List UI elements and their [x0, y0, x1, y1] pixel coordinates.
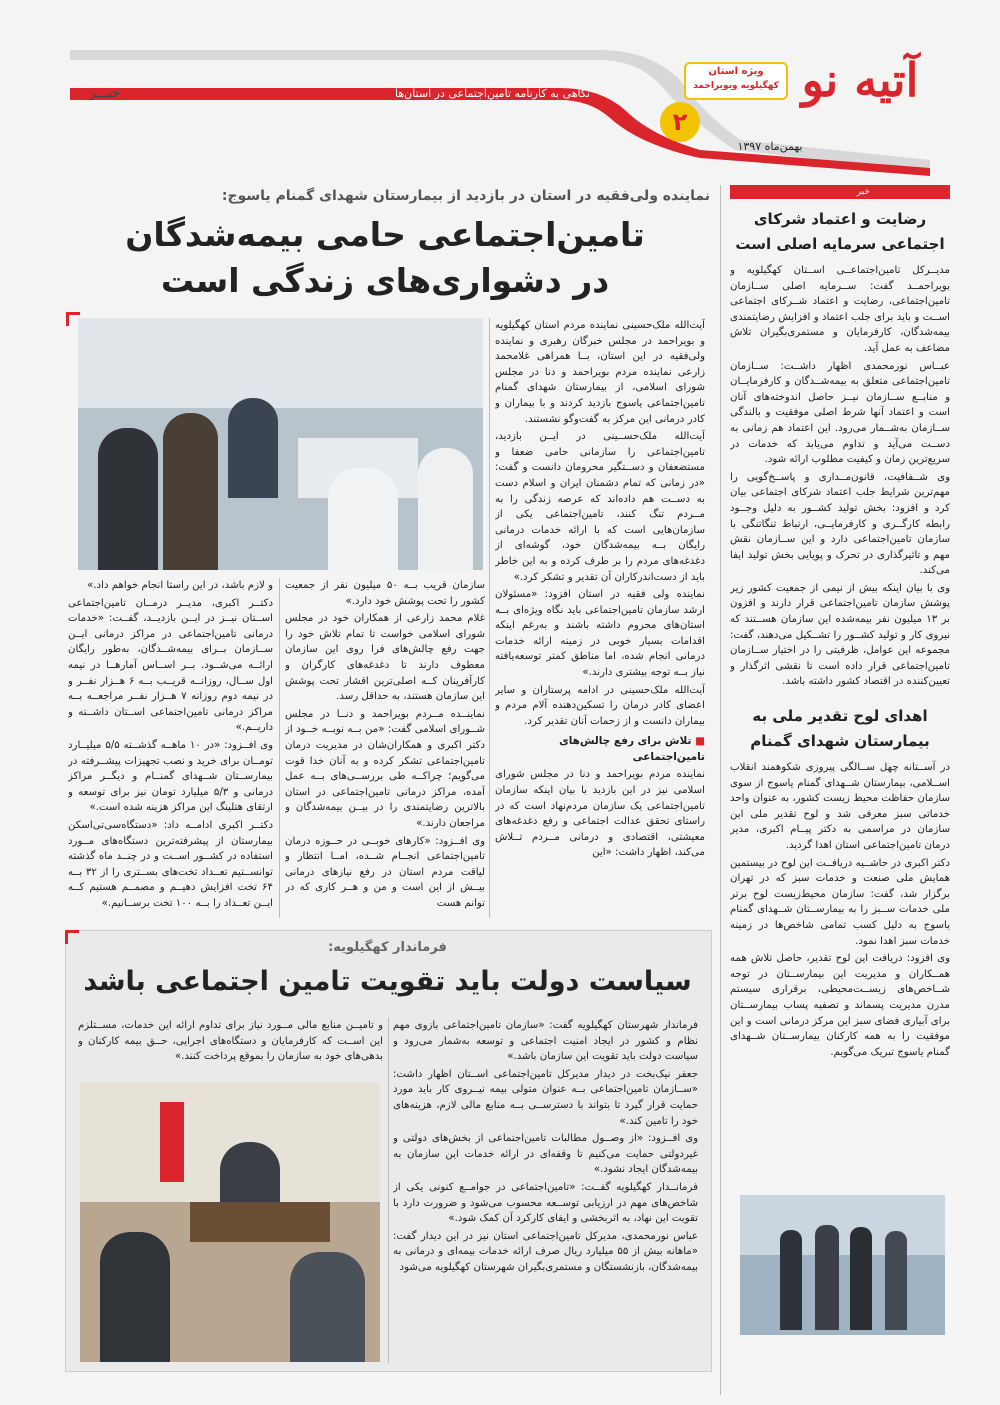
gov-cr-p1: فرماندار شهرستان کهگیلویه گفت: «سازمان تامین‌اجتماعی بازوی مهم نظام و کشور در ایجاد امنیت اجتماعی و توسعه به‌شمار می‌رود و سیاست دولت باید تقویت این سازمان باشد.»	[393, 1020, 698, 1063]
sidebar-divider	[720, 185, 721, 1395]
main-headline-1: تامین‌اجتماعی حامی بیمه‌شدگان	[125, 215, 645, 254]
gov-cl-p1: و تامیــن منابع مالی مــورد نیاز برای تداوم ارائه این خدمات، مســتلزم این اســت که کارفرمایان و دستگاه‌های اجرایی، حــق بیمه کارکنان و بدهی‌های خود به سازمان را بموقع پرداخت کنند.»	[78, 1020, 383, 1063]
hospital-visit-photo	[78, 318, 483, 570]
sidebar-a1-p3: وی شــفافیت، قانون‌مــداری و پاســخ‌گویی را مهم‌ترین شرایط جلب اعتماد شرکای اجتماعی بیان کرد و افزود: بخش تولید کشــور به دلیل وجــود رابطه کارگــری و کارفرمایــی، ارتباط تنگاتنگی با سازمان تامین‌اجتماعی دارد و این ســازمان نقش مهم و تاثیرگذاری در تحرک و پویایی بخش تولید ایفا می‌کند.	[730, 471, 950, 577]
main-col-right	[495, 318, 705, 918]
gov-cr-p2: جعفر نیک‌بخت در دیدار مدیرکل تامین‌اجتماعی اســتان اظهار داشت: «ســازمان تامین‌اجتماعی بــه عنوان متولی بیمه نیــروی کار باید مورد حمایت قرار گیرد تا بتواند با دسترســی بــه منابع مالی لازم، هزینه‌های خود را تامین کند.»	[393, 1068, 698, 1127]
issue-date: بهمن‌ماه ۱۳۹۷	[737, 140, 803, 153]
main-cr-p2: آیت‌الله ملک‌حســینی در ایــن بازدید، تامین‌اجتماعی را سازمانی حامی ضعفا و مستضعفان و دســتگیر محرومان دانست و گفت: «در زمانی که تمام دشمنان ایران و اسلام دست به دســت هم داده‌اند که عرصه زندگی را به مــردم تنگ کنند، تامین‌اجتماعی یکی از سازمان‌هایی است که با ارائه خدمات درمانی رایگان بــه بیمه‌شدگان خود، گوشه‌ای از دغدغه‌های مردم را بر طرف کرده و به این خاطر باید از دست‌اندرکاران آن تقدیر و تشکر کرد.»	[495, 431, 705, 583]
photo-frame-accent-v	[66, 312, 69, 326]
strip-text: نگاهی به کارنامه تامین‌اجتماعی در استان‌ها	[394, 87, 590, 100]
subhead-bullet: ■	[691, 735, 705, 748]
main-cm-p3: نماینــده مــردم بویراحمد و دنــا در مجلس شــورای اسلامی گفت: «من بــه نوبــه خــود از دکتر اکبری و همکاران‌شان در مدیریت درمان تامین‌اجتماعی تشکر کرده و به آنان خدا قوت می‌گویم؛ چراکــه طی بررســی‌های بــه عمل آمده، مراکز درمانی تامین‌اجتماعی در استان بالاترین رضایتمندی را در بیــن بیمه‌شدگان و مراجعان دارند.»	[285, 708, 485, 829]
sidebar-tag: خبر	[856, 187, 870, 197]
meeting-photo	[80, 1082, 380, 1362]
sidebar-article2-title: اهدای لوح تقدیر ملی به بیمارستان شهدای گمنام	[750, 707, 930, 751]
main-subhead	[495, 733, 705, 765]
sidebar-a2-p3: وی افزود: دریافت این لوح تقدیر، حاصل تلاش همه همــکاران و مدیریت این بیمارســتان در توجه شــاخص‌های زیســت‌محیطی، برقراری سیستم مدرن مدیریت پسماند و تصفیه پساب بیمارســتان برای آبیاری فضای سبز این مرکز درمانی است و این موفقیت را به همه کارکنان بیمارســتان شــهدای گمنام یاسوج تبریک می‌گویم.	[730, 953, 950, 1058]
main-cr-p1: آیت‌الله ملک‌حسینی نماینده مردم استان کهگیلویه و بویراحمد در مجلس خبرگان رهبری و نماینده ولی‌فقیه در این استان، بــا همراهی غلامحمد زارعی نماینده مردم بویراحمد و دنا در مجلس شورای اسلامی، از بیمارستان شهدای گمنام تامین‌اجتماعی یاسوج بازدید کردند و با بیماران و کادر درمانی این مرکز به گفت‌وگو نشستند.	[495, 320, 705, 425]
governor-col-right	[393, 1018, 698, 1366]
sidebar-a1-p1: مدیــرکل تامین‌اجتماعــی اســتان کهگیلویه و بویراحمــد گفت: ســرمایه اصلی ســازمان تامین‌اجتماعی، رضایت و اعتماد شــرکای اجتماعی اســت و باید برای جلب اعتماد و افزایش رضایتمندی بیمه‌شدگان، کارفرمایان و مستمری‌بگیران تلاش مضاعف به عمل آید.	[730, 265, 950, 354]
main-headline-2: در دشواری‌های زندگی است	[160, 261, 610, 300]
special-line-1: ویژه استان	[708, 66, 764, 77]
main-col-middle	[285, 578, 485, 918]
special-edition-badge	[684, 62, 788, 100]
sidebar-article1-body	[730, 263, 950, 690]
main-cl-p2: دکتــر اکبری، مدیــر درمــان تامین‌اجتماعی اســتان نیــز در ایــن بازدیــد، گفــت: «خدمات درمانی تامین‌اجتماعی در مراکز درمانی ایــن ســازمان بــرای بیمه‌شــدگان، به‌طور رایگان ارائــه می‌شــود. بــر اســاس آمارهــا در نیمه اول ســال، روزانــه قریــب بــه ۶ هــزار نفــر و در نیمه دوم روزانه ۷ هــزار نفــر مراجعــه بــه مراکز درمانی تامین‌اجتماعی اســتان داشــته و داریــم.»	[68, 597, 273, 734]
main-cl-p3: وی افــزود: «در ۱۰ ماهــه گذشــته ۵/۵ میلیــارد تومــان برای خرید و نصب تجهیزات پیشــرفته در بیمارســتان شــهدای گمنــام و دیگــر مراکز درمانی و ۵/۳ میلیارد تومان نیز برای توسعه و ارتقای هتلینگ این مراکز هزینه شده است.»	[68, 739, 273, 814]
main-kicker: نماینده ولی‌فقیه در استان در بازدید از بیمارستان شهدای گمنام یاسوج:	[221, 188, 710, 204]
governor-headline: سیاست دولت باید تقویت تامین اجتماعی باشد	[83, 966, 692, 997]
gov-cr-p5: عباس نورمحمدی، مدیرکل تامین‌اجتماعی استان نیز در این دیدار گفت: «ماهانه بیش از ۵۵ میلیارد ریال صرف ارائه خدمات بیمه‌ای و درمانی به بیمه‌شدگان، بازنشستگان و مستمری‌بگیران شهرستان کهگیلویه می‌شود	[393, 1230, 698, 1273]
section-label: خبـــر	[89, 86, 120, 101]
main-cr-p4: آیت‌الله ملک‌حسینی در ادامه پرستاران و سایر اعضای کادر درمان را تسکین‌دهنده آلام مردم و بیماران دانست و از زحمات آنان تقدیر کرد.	[495, 684, 705, 727]
page-number: ۲	[660, 102, 700, 142]
governor-kicker: فرماندار کهگیلویه:	[328, 940, 447, 955]
masthead	[0, 0, 1000, 180]
gov-cr-p4: فرمانــدار کهگیلویه گفــت: «تامین‌اجتماعی در جوامــع کنونی یکی از شاخص‌های مهم در ارزیابی توســعه محسوب می‌شود و ضرورت دارد با تقویت این نهاد، به اثربخشی و ایفای کارکرد آن کمک شود.»	[393, 1181, 698, 1225]
sidebar-a1-p2: عبــاس نورمحمدی اظهار داشــت: ســازمان تامین‌اجتماعی متعلق به بیمه‌شــدگان و کارفرمایــان و منابــع ســازمان نیــز حاصل اندوخته‌های آنان است و اعتماد آنها شرط اصلی موفقیت و بالندگی ســازمان به‌شــمار می‌رود. این اعتماد هم زمانی به دســت می‌آید و تداوم می‌یابد که خدمات در سریع‌ترین زمان و کیفیت مطلوب ارائه شود.	[730, 360, 950, 466]
sidebar-a1-p4: وی با بیان اینکه بیش از نیمی از جمعیت کشور زیر پوشش سازمان تامین‌اجتماعی قرار دارند و افزون بر ۱۳ میلیون نفر بیمه‌شده این سازمان هســتند که نیروی کار و تولید کشــور را تشــکیل می‌دهند، گفت: مجموعه این عوامل، ظرفیتی را در اختیار ســازمان تامین‌اجتماعی قرار داده است تا نقشی اثرگذار و تعیین‌کننده در اقتصاد کشور داشته باشد.	[730, 582, 950, 688]
main-cm-p4: وی افــزود: «کارهای خوبــی در حــوزه درمان تامین‌اجتماعی انجــام شــده، امــا انتظار و لیاقت مردم استان در رفع نیازهای درمانی بیــش از این است و من و هــر کاری که در توانم هست	[285, 835, 485, 909]
governor-col-left	[78, 1018, 383, 1078]
main-col-divider-2	[279, 578, 280, 918]
main-cl-p1: و لازم باشد، در این راستا انجام خواهم داد.»	[87, 580, 273, 591]
sidebar-article1-title: رضایت و اعتماد شرکای اجتماعی سرمایه اصلی است	[735, 210, 945, 253]
main-col-left	[68, 578, 273, 918]
gov-cr-p3: وی افــزود: «از وصــول مطالبات تامین‌اجتماعی از بخش‌های دولتی و غیردولتی حمایت می‌کنیم تا وقفه‌ای در ارائه خدمات این سازمان به بیمه‌شدگان ایجاد نشود.»	[393, 1133, 698, 1176]
main-cr-p5: نماینده مردم بویراحمد و دنا در مجلس شورای اسلامی نیز در این بازدید با بیان اینکه سازمان تامین‌اجتماعی یک سازمان مردم‌نهاد است که در راستای تحقق عدالت اجتماعی و رفع دغدغه‌های معیشتی، اقتصادی و درمانی مــردم تــلاش می‌کند، اظهار داشت: «این	[495, 769, 705, 859]
sidebar-a2-p1: در آســتانه چهل ســالگی پیروزی شکوهمند انقلاب اســلامی، بیمارستان شــهدای گمنام یاسوج از سوی سازمان حفاظت محیط زیست کشور، به عنوان واحد خدماتی سبز معرفی شد و لوح تقدیر ملی این سازمان در مراسمی به دکتر پیــام اکبری، مدیر درمان تامین‌اجتماعی استان اهدا گردید.	[730, 762, 950, 851]
brand-logo: آتیه نو	[801, 53, 919, 107]
sidebar-tag-bar	[730, 185, 950, 199]
main-subhead-text: تلاش برای رفع چالش‌های تامین‌اجتماعی	[559, 735, 705, 764]
special-line-2: کهگیلویه وبویراحمد	[693, 81, 779, 91]
main-cm-p1: سازمان قریب بــه ۵۰ میلیون نفر از جمعیت کشور را تحت پوشش خود دارد.»	[285, 580, 485, 607]
main-cl-p4: دکتــر اکبری ادامــه داد: «دستگاه‌سی‌تی‌اسکن بیمارستان از پیشرفته‌ترین دستگاه‌های مــورد استفاده در کشــور اســت و در چنــد ماه گذشته توانســتیم تعــداد تخت‌های بســتری را از ۳۲ بــه ۶۴ تخت افزایش دهیــم و مصمــم هستیم کــه ایــن تعــداد را بــه ۱۰۰ تخت برســانیم.»	[68, 819, 273, 909]
award-photo	[740, 1195, 945, 1335]
governor-col-divider	[388, 1018, 389, 1363]
sidebar-article2-body	[730, 760, 950, 1060]
governor-accent-v	[65, 930, 68, 944]
main-col-divider-1	[489, 318, 490, 918]
main-cr-p3: نماینده ولی فقیه در استان افزود: «مسئولان ارشد سازمان تامین‌اجتماعی باید نگاه ویژه‌ای بــه استان‌های محروم داشته باشند و به‌رغم اینکه اقدامات بسیار خوبی در زمینه ارائه خدمات درمانی انجام شده، اما مناطق کمتر توسعه‌یافته نیاز بــه توجه بیشتری دارند.»	[495, 589, 705, 679]
main-cm-p2: غلام محمد زارعی از همکاران خود در مجلس شورای اسلامی خواست تا تمام تلاش خود را جهت رفع چالش‌های فرا روی این سازمان معطوف دارند تا دغدغه‌های کارگران و کارآفرینان کــه اصلی‌ترین اقشار تحت پوشش این سازمان هستند، به حداقل رسد.	[285, 613, 485, 703]
sidebar-a2-p2: دکتر اکبری در حاشــیه دریافــت این لوح در بیستمین همایش ملی صنعت و خدمات سبز که در تهران برگزار شد، گفت: سازمان محیط‌زیست لوح برتر ملی خدمات ســبز را به بیمارســتان شــهدای گمنام یاسوج به دلیل کسب تمامی شاخص‌ها در زمینه خدمات سبز اهدا نمود.	[730, 857, 950, 947]
